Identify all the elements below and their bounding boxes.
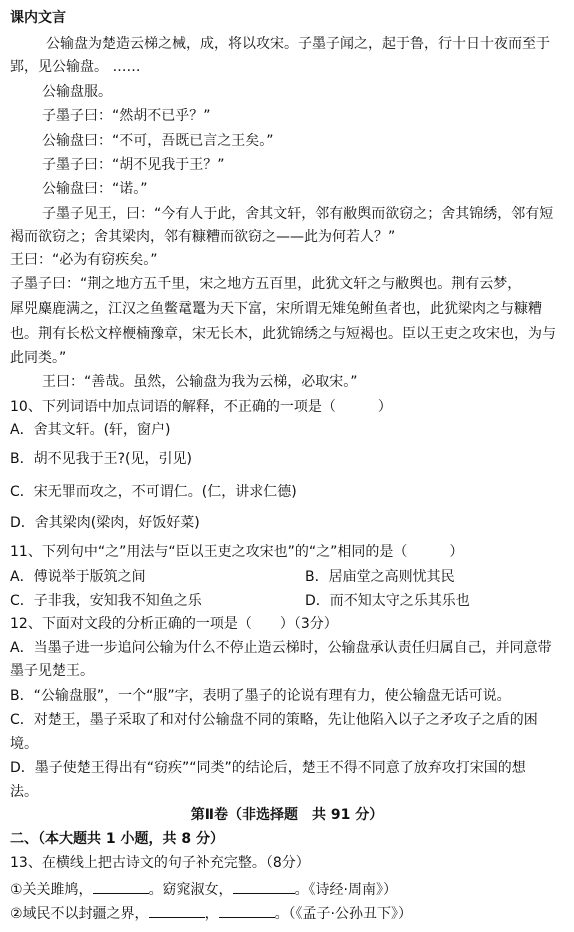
q10-stem: 10、下列词语中加点词语的解释，不正确的一项是（ ） — [10, 399, 392, 415]
q11-option-a: A．傅说举于版筑之间 — [10, 569, 146, 585]
q13-item-2 — [10, 903, 412, 923]
q12-stem: 12、下面对文段的分析正确的一项是（ ）（3分） — [10, 616, 338, 632]
q13-blank-3[interactable] — [149, 903, 205, 918]
q13-stem: 13、在横线上把古诗文的句子补充完整。（8分） — [10, 855, 310, 871]
passage-line: 公输盘曰：“诺。” — [42, 181, 148, 197]
q11-option-c: C．子非我，安知我不知鱼之乐 — [10, 593, 202, 609]
q11-option-d: D．而不知太守之乐其乐也 — [305, 593, 470, 609]
q12-option-d-cont: 法。 — [10, 784, 38, 800]
passage-line: 犀兕麋鹿满之，江汉之鱼鳖鼋鼍为天下富，宋所谓无雉兔鲋鱼者也，此犹梁肉之与糠糟 — [10, 301, 542, 317]
q12-option-c-cont: 境。 — [10, 736, 38, 752]
part2-title: 第Ⅱ卷（非选择题 共 91 分） — [190, 807, 384, 823]
q13-blank-2[interactable] — [233, 879, 295, 894]
q13-blank-1[interactable] — [93, 879, 149, 894]
passage-line: 公输盘为楚造云梯之械，成，将以攻宋。子墨子闻之，起于鲁，行十日十夜而至于 — [46, 36, 550, 52]
q13-item1-text-a: ①关关雎鸠， — [10, 882, 93, 898]
q13-item-1 — [10, 879, 397, 899]
passage-line: 褐而欲窃之；舍其梁肉，邻有糠糟而欲窃之——此为何若人？” — [10, 229, 396, 245]
q13-item1-text-c: 。《诗经·周南》） — [294, 882, 398, 898]
q10-option-b: B．胡不见我于王?(见，引见) — [10, 451, 192, 467]
passage-line: 子墨子曰：“荆之地方五千里，宋之地方五百里，此犹文轩之与敝舆也。荆有云梦， — [10, 276, 522, 292]
passage-line: 子墨子见王，曰：“今有人于此，舍其文轩，邻有敝舆而欲窃之；舍其锦绣，邻有短 — [42, 206, 554, 222]
q10-option-a: A．舍其文轩。(轩，窗户) — [10, 422, 171, 438]
passage-line: 公输盘服。 — [42, 84, 112, 100]
passage-line: 公输盘曰：“不可，吾既已言之王矣。” — [42, 133, 274, 149]
passage-line: 王曰：“必为有窃疾矣。” — [10, 252, 158, 268]
passage-line: 子墨子曰：“然胡不已乎？” — [42, 108, 211, 124]
passage-line: 此同类。” — [10, 350, 67, 366]
q11-stem: 11、下列句中“之”用法与“臣以王吏之攻宋也”的“之”相同的是（ ） — [10, 544, 464, 560]
q12-option-a: A．当墨子进一步追问公输为什么不停止造云梯时，公输盘承认责任归属自己，并同意带 — [10, 640, 552, 656]
q11-option-b: B．居庙堂之高则忧其民 — [305, 569, 455, 585]
q13-blank-4[interactable] — [219, 903, 275, 918]
section-title: 课内文言 — [10, 10, 66, 26]
passage-line: 也。荆有长松文梓楩楠豫章，宋无长木，此犹锦绣之与短褐也。臣以王吏之攻宋也，为与 — [10, 326, 556, 342]
passage-line: 子墨子曰：“胡不见我于王？” — [42, 157, 225, 173]
q13-item2-text-a: ②域民不以封疆之界， — [10, 906, 149, 922]
q13-item1-text-b: 。窈窕淑女， — [148, 882, 233, 898]
q10-option-d: D．舍其梁肉(梁肉，好饭好菜) — [10, 515, 200, 531]
section2-heading: 二、（本大题共 1 小题，共 8 分） — [10, 831, 224, 847]
passage-line: 王曰：“善哉。虽然，公输盘为我为云梯，必取宋。” — [42, 374, 358, 390]
q12-option-a-cont: 墨子见楚王。 — [10, 663, 94, 679]
q12-option-d: D．墨子使楚王得出有“窃疾”“同类”的结论后，楚王不得不同意了放弃攻打宋国的想 — [10, 760, 526, 776]
q10-option-c: C．宋无罪而攻之，不可谓仁。(仁，讲求仁德) — [10, 484, 297, 500]
q12-option-c: C．对楚王，墨子采取了和对付公输盘不同的策略，先让他陷入以子之矛攻子之盾的困 — [10, 712, 538, 728]
q12-option-b: B．“公输盘服”，一个“服”字，表明了墨子的论说有理有力，使公输盘无话可说。 — [10, 688, 511, 704]
passage-line: 郢，见公输盘。 …… — [10, 59, 141, 75]
q13-item2-text-b: ， — [204, 906, 219, 922]
q13-item2-text-c: 。（《孟子·公孙丑下》） — [274, 906, 413, 922]
